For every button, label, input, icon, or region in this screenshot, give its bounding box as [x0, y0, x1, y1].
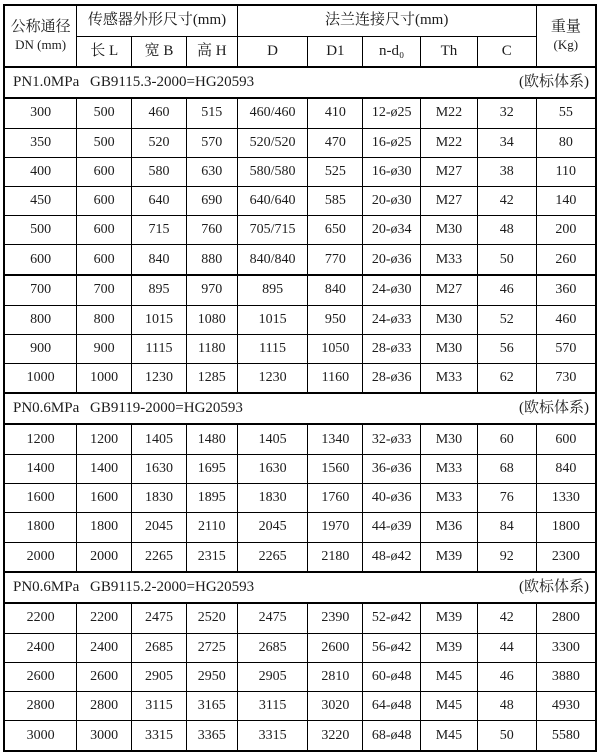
cell-length-l: 500: [77, 128, 132, 157]
cell-th: M45: [421, 662, 478, 691]
cell-d1: 585: [308, 186, 363, 215]
cell-d: 520/520: [237, 128, 308, 157]
cell-d: 895: [237, 275, 308, 305]
table-row: [4, 128, 596, 157]
cell-d1: 470: [308, 128, 363, 157]
cell-n-d0: 16-ø30: [363, 157, 421, 186]
cell-width-b: 3315: [132, 721, 187, 751]
cell-length-l: 1800: [77, 513, 132, 542]
cell-n-d0: 24-ø33: [363, 305, 421, 334]
cell-width-b: 3115: [132, 692, 187, 721]
cell-weight: 5580: [536, 721, 596, 751]
header-col-d: D: [237, 36, 308, 67]
cell-dn: 900: [4, 334, 77, 363]
cell-d: 1830: [237, 484, 308, 513]
table-row: [4, 603, 596, 633]
cell-d: 580/580: [237, 157, 308, 186]
cell-weight: 730: [536, 363, 596, 393]
table-row: [4, 216, 596, 245]
section-header-cell: [4, 393, 596, 424]
cell-weight: 80: [536, 128, 596, 157]
cell-weight: 55: [536, 98, 596, 128]
cell-d: 1115: [237, 334, 308, 363]
table-row: [4, 455, 596, 484]
cell-height-h: 2315: [186, 542, 237, 572]
cell-length-l: 600: [77, 186, 132, 215]
cell-dn: 600: [4, 245, 77, 275]
cell-weight: 2800: [536, 603, 596, 633]
cell-width-b: 2905: [132, 662, 187, 691]
cell-th: M39: [421, 633, 478, 662]
section-pressure-label: PN0.6MPa: [13, 579, 80, 596]
cell-width-b: 840: [132, 245, 187, 275]
cell-dn: 2600: [4, 662, 77, 691]
cell-weight: 260: [536, 245, 596, 275]
cell-d1: 1970: [308, 513, 363, 542]
section-system-label: (欧标体系): [519, 73, 589, 90]
cell-d: 1405: [237, 424, 308, 454]
cell-length-l: 3000: [77, 721, 132, 751]
cell-dn: 800: [4, 305, 77, 334]
header-col-height-h: 高 H: [186, 36, 237, 67]
cell-d1: 650: [308, 216, 363, 245]
table-row: [4, 363, 596, 393]
cell-th: M30: [421, 305, 478, 334]
cell-dn: 700: [4, 275, 77, 305]
cell-n-d0: 12-ø25: [363, 98, 421, 128]
section-header-row: [4, 393, 596, 424]
cell-height-h: 1695: [186, 455, 237, 484]
cell-width-b: 1115: [132, 334, 187, 363]
cell-d: 1630: [237, 455, 308, 484]
table-row: [4, 513, 596, 542]
spec-table: [3, 4, 597, 752]
cell-dn: 350: [4, 128, 77, 157]
cell-width-b: 1830: [132, 484, 187, 513]
cell-n-d0: 64-ø48: [363, 692, 421, 721]
cell-th: M33: [421, 245, 478, 275]
cell-length-l: 1200: [77, 424, 132, 454]
cell-weight: 1330: [536, 484, 596, 513]
cell-weight: 3300: [536, 633, 596, 662]
section-header-cell: [4, 67, 596, 98]
cell-n-d0: 48-ø42: [363, 542, 421, 572]
cell-dn: 2400: [4, 633, 77, 662]
header-dn: [4, 5, 77, 67]
cell-c: 68: [477, 455, 536, 484]
cell-height-h: 970: [186, 275, 237, 305]
cell-length-l: 1600: [77, 484, 132, 513]
cell-weight: 570: [536, 334, 596, 363]
cell-d1: 2810: [308, 662, 363, 691]
cell-c: 92: [477, 542, 536, 572]
cell-d: 3315: [237, 721, 308, 751]
section-standard-label: GB9119-2000=HG20593: [90, 400, 243, 417]
header-weight: [536, 5, 596, 67]
cell-dn: 1200: [4, 424, 77, 454]
cell-n-d0: 44-ø39: [363, 513, 421, 542]
cell-d1: 525: [308, 157, 363, 186]
table-row: [4, 721, 596, 751]
cell-length-l: 2400: [77, 633, 132, 662]
cell-c: 32: [477, 98, 536, 128]
cell-weight: 110: [536, 157, 596, 186]
cell-c: 34: [477, 128, 536, 157]
cell-dn: 1800: [4, 513, 77, 542]
cell-length-l: 800: [77, 305, 132, 334]
cell-c: 76: [477, 484, 536, 513]
cell-th: M30: [421, 216, 478, 245]
section-header-row: [4, 67, 596, 98]
section-system-label: (欧标体系): [519, 400, 589, 417]
header-col-length-l: 长 L: [77, 36, 132, 67]
cell-n-d0: 20-ø30: [363, 186, 421, 215]
cell-d1: 770: [308, 245, 363, 275]
cell-height-h: 2950: [186, 662, 237, 691]
cell-width-b: 2685: [132, 633, 187, 662]
cell-width-b: 715: [132, 216, 187, 245]
cell-c: 46: [477, 275, 536, 305]
cell-c: 46: [477, 662, 536, 691]
cell-height-h: 1285: [186, 363, 237, 393]
table-row: [4, 334, 596, 363]
cell-d1: 2600: [308, 633, 363, 662]
cell-d: 705/715: [237, 216, 308, 245]
header-col-width-b: 宽 B: [132, 36, 187, 67]
header-flange-dims: 法兰连接尺寸(mm): [237, 5, 536, 36]
cell-n-d0: 32-ø33: [363, 424, 421, 454]
table-row: [4, 305, 596, 334]
cell-height-h: 3165: [186, 692, 237, 721]
cell-th: M39: [421, 603, 478, 633]
cell-c: 48: [477, 692, 536, 721]
cell-d1: 840: [308, 275, 363, 305]
cell-th: M30: [421, 424, 478, 454]
table-row: [4, 484, 596, 513]
spec-table-body: [4, 67, 596, 751]
cell-d: 2905: [237, 662, 308, 691]
cell-c: 48: [477, 216, 536, 245]
cell-weight: 460: [536, 305, 596, 334]
section-standard-label: GB9115.3-2000=HG20593: [90, 73, 255, 90]
cell-d1: 1560: [308, 455, 363, 484]
cell-length-l: 2600: [77, 662, 132, 691]
cell-th: M27: [421, 275, 478, 305]
cell-d: 2685: [237, 633, 308, 662]
cell-th: M33: [421, 455, 478, 484]
cell-n-d0: 60-ø48: [363, 662, 421, 691]
cell-th: M45: [421, 692, 478, 721]
cell-length-l: 600: [77, 157, 132, 186]
cell-weight: 600: [536, 424, 596, 454]
section-header-cell: [4, 572, 596, 603]
cell-d1: 3020: [308, 692, 363, 721]
cell-width-b: 580: [132, 157, 187, 186]
cell-c: 84: [477, 513, 536, 542]
cell-d1: 2180: [308, 542, 363, 572]
table-row: [4, 542, 596, 572]
cell-n-d0: 36-ø36: [363, 455, 421, 484]
header-weight-unit: (Kg): [553, 37, 579, 53]
header-dn-unit: DN (mm): [15, 37, 67, 53]
cell-n-d0: 24-ø30: [363, 275, 421, 305]
cell-c: 60: [477, 424, 536, 454]
table-row: [4, 633, 596, 662]
cell-weight: 4930: [536, 692, 596, 721]
header-dn-title: 公称通径: [10, 18, 71, 35]
cell-c: 52: [477, 305, 536, 334]
cell-dn: 2800: [4, 692, 77, 721]
cell-dn: 450: [4, 186, 77, 215]
cell-c: 56: [477, 334, 536, 363]
cell-length-l: 1000: [77, 363, 132, 393]
cell-n-d0: 68-ø48: [363, 721, 421, 751]
cell-dn: 400: [4, 157, 77, 186]
cell-th: M33: [421, 363, 478, 393]
cell-weight: 140: [536, 186, 596, 215]
cell-d: 2475: [237, 603, 308, 633]
cell-n-d0: 28-ø33: [363, 334, 421, 363]
cell-d1: 3220: [308, 721, 363, 751]
cell-d: 2045: [237, 513, 308, 542]
cell-length-l: 600: [77, 245, 132, 275]
cell-dn: 1000: [4, 363, 77, 393]
cell-c: 42: [477, 603, 536, 633]
cell-th: M27: [421, 157, 478, 186]
cell-height-h: 1480: [186, 424, 237, 454]
cell-d: 640/640: [237, 186, 308, 215]
table-row: [4, 275, 596, 305]
cell-n-d0: 20-ø34: [363, 216, 421, 245]
cell-height-h: 880: [186, 245, 237, 275]
cell-dn: 3000: [4, 721, 77, 751]
cell-width-b: 895: [132, 275, 187, 305]
cell-length-l: 500: [77, 98, 132, 128]
cell-height-h: 690: [186, 186, 237, 215]
cell-length-l: 900: [77, 334, 132, 363]
cell-d: 3115: [237, 692, 308, 721]
table-row: [4, 424, 596, 454]
cell-c: 38: [477, 157, 536, 186]
cell-width-b: 2045: [132, 513, 187, 542]
section-standard-label: GB9115.2-2000=HG20593: [90, 579, 255, 596]
cell-d1: 1160: [308, 363, 363, 393]
cell-n-d0: 52-ø42: [363, 603, 421, 633]
cell-length-l: 700: [77, 275, 132, 305]
cell-th: M22: [421, 128, 478, 157]
cell-d1: 2390: [308, 603, 363, 633]
cell-width-b: 520: [132, 128, 187, 157]
table-row: [4, 157, 596, 186]
cell-d: 840/840: [237, 245, 308, 275]
cell-width-b: 1405: [132, 424, 187, 454]
cell-length-l: 2800: [77, 692, 132, 721]
cell-weight: 200: [536, 216, 596, 245]
cell-th: M30: [421, 334, 478, 363]
section-pressure-label: PN1.0MPa: [13, 73, 80, 90]
cell-n-d0: 16-ø25: [363, 128, 421, 157]
cell-dn: 1400: [4, 455, 77, 484]
header-sensor-dims: 传感器外形尺寸(mm): [77, 5, 237, 36]
cell-weight: 2300: [536, 542, 596, 572]
cell-th: M36: [421, 513, 478, 542]
cell-c: 42: [477, 186, 536, 215]
cell-height-h: 630: [186, 157, 237, 186]
cell-c: 44: [477, 633, 536, 662]
cell-n-d0: 56-ø42: [363, 633, 421, 662]
header-col-th: Th: [421, 36, 478, 67]
cell-d: 1015: [237, 305, 308, 334]
cell-d1: 1050: [308, 334, 363, 363]
cell-n-d0: 40-ø36: [363, 484, 421, 513]
cell-th: M27: [421, 186, 478, 215]
table-row: [4, 662, 596, 691]
cell-d: 2265: [237, 542, 308, 572]
cell-height-h: 515: [186, 98, 237, 128]
section-header-row: [4, 572, 596, 603]
cell-length-l: 600: [77, 216, 132, 245]
cell-dn: 2200: [4, 603, 77, 633]
cell-dn: 300: [4, 98, 77, 128]
cell-height-h: 1180: [186, 334, 237, 363]
table-row: [4, 692, 596, 721]
cell-d: 1230: [237, 363, 308, 393]
cell-th: M45: [421, 721, 478, 751]
cell-d: 460/460: [237, 98, 308, 128]
cell-height-h: 2520: [186, 603, 237, 633]
cell-weight: 1800: [536, 513, 596, 542]
cell-c: 50: [477, 245, 536, 275]
cell-width-b: 2475: [132, 603, 187, 633]
cell-weight: 840: [536, 455, 596, 484]
cell-c: 50: [477, 721, 536, 751]
cell-d1: 950: [308, 305, 363, 334]
cell-width-b: 460: [132, 98, 187, 128]
table-row: [4, 245, 596, 275]
header-row-groups: [4, 5, 596, 36]
header-row-subcols: [4, 36, 596, 67]
cell-dn: 500: [4, 216, 77, 245]
cell-height-h: 2110: [186, 513, 237, 542]
cell-height-h: 2725: [186, 633, 237, 662]
header-col-c: C: [477, 36, 536, 67]
cell-width-b: 2265: [132, 542, 187, 572]
header-col-n-d0: n-d₀: [363, 36, 421, 67]
cell-th: M22: [421, 98, 478, 128]
section-system-label: (欧标体系): [519, 579, 589, 596]
cell-length-l: 1400: [77, 455, 132, 484]
cell-width-b: 1630: [132, 455, 187, 484]
cell-n-d0: 28-ø36: [363, 363, 421, 393]
cell-th: M33: [421, 484, 478, 513]
cell-th: M39: [421, 542, 478, 572]
cell-weight: 360: [536, 275, 596, 305]
cell-weight: 3880: [536, 662, 596, 691]
cell-width-b: 1230: [132, 363, 187, 393]
cell-height-h: 1895: [186, 484, 237, 513]
cell-dn: 1600: [4, 484, 77, 513]
cell-d1: 1340: [308, 424, 363, 454]
header-weight-title: 重量: [550, 18, 581, 35]
cell-height-h: 570: [186, 128, 237, 157]
cell-n-d0: 20-ø36: [363, 245, 421, 275]
cell-length-l: 2200: [77, 603, 132, 633]
cell-width-b: 1015: [132, 305, 187, 334]
cell-d1: 1760: [308, 484, 363, 513]
cell-length-l: 2000: [77, 542, 132, 572]
header-col-d1: D1: [308, 36, 363, 67]
cell-dn: 2000: [4, 542, 77, 572]
cell-height-h: 760: [186, 216, 237, 245]
cell-d1: 410: [308, 98, 363, 128]
cell-height-h: 1080: [186, 305, 237, 334]
section-pressure-label: PN0.6MPa: [13, 400, 80, 417]
table-row: [4, 98, 596, 128]
cell-c: 62: [477, 363, 536, 393]
table-row: [4, 186, 596, 215]
cell-width-b: 640: [132, 186, 187, 215]
cell-height-h: 3365: [186, 721, 237, 751]
